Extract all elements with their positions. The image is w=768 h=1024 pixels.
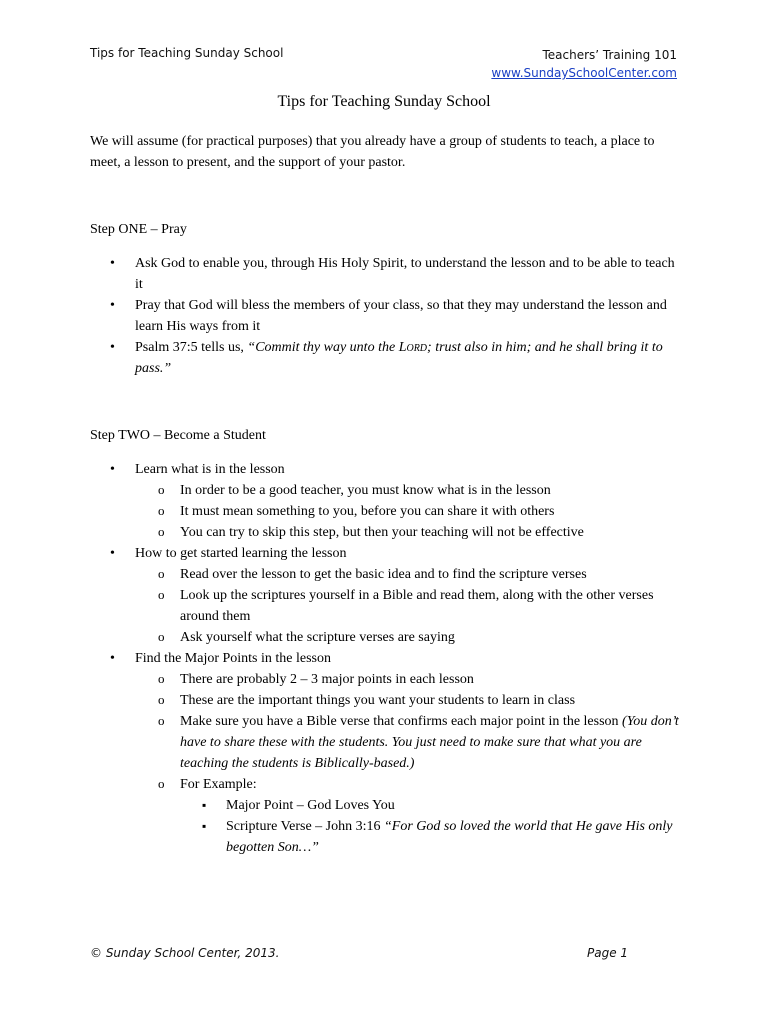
example-verse-quote: “For God so loved the world that He gave His only begotten Son…” bbox=[226, 819, 673, 855]
sub-item: o Read over the lesson to get the basic idea and to find the scripture verses bbox=[135, 564, 680, 585]
list-item-start bbox=[90, 543, 680, 648]
verse-note: (You don’t have to share these with the students. You just need to make sure that what you are teaching the students is Biblically-based.) bbox=[180, 714, 679, 771]
example-label: For Example: bbox=[180, 777, 257, 792]
verse-sub-text: Make sure you have a Bible verse that confirms each major point in the lesson bbox=[180, 714, 619, 729]
sub-item: o Look up the scriptures yourself in a Bible and read them, along with the other verses around them bbox=[135, 585, 680, 627]
header-training-title: Teachers’ Training 101 bbox=[542, 48, 677, 62]
list-item: • Ask God to enable you, through His Holy Spirit, to understand the lesson and to be able to teach it bbox=[90, 253, 680, 295]
list-item-major bbox=[90, 648, 680, 858]
example-verse-prefix: Scripture Verse – John 3:16 bbox=[226, 819, 384, 834]
sub-item: o In order to be a good teacher, you must know what is in the lesson bbox=[135, 480, 680, 501]
example-sublist bbox=[180, 795, 680, 858]
list-item: • Pray that God will bless the members of your class, so that they may understand the lesson and learn His ways from it bbox=[90, 295, 680, 337]
psalm-lord: Lord bbox=[398, 340, 428, 355]
learn-sublist bbox=[135, 480, 680, 543]
step-two-heading: Step TWO – Become a Student bbox=[90, 428, 266, 443]
list-item-learn bbox=[90, 459, 680, 543]
website-link[interactable]: www.SundaySchoolCenter.com bbox=[491, 66, 677, 80]
example-item-verse bbox=[180, 816, 680, 858]
learn-label: Learn what is in the lesson bbox=[135, 462, 285, 477]
list-item-psalm bbox=[90, 337, 680, 379]
sub-item-verse bbox=[135, 711, 680, 774]
intro-paragraph: We will assume (for practical purposes) that you already have a group of students to teach, a place to meet, a lesson to present, and the support of your pastor. bbox=[90, 134, 655, 170]
sub-item: o Ask yourself what the scripture verses are saying bbox=[135, 627, 680, 648]
sub-item-example bbox=[135, 774, 680, 858]
major-label: Find the Major Points in the lesson bbox=[135, 651, 331, 666]
start-label: How to get started learning the lesson bbox=[135, 546, 347, 561]
step-one-heading: Step ONE – Pray bbox=[90, 222, 187, 237]
step-one-list bbox=[90, 253, 680, 379]
step-two-list bbox=[90, 459, 680, 858]
sub-item: o There are probably 2 – 3 major points in each lesson bbox=[135, 669, 680, 690]
footer-copyright: © Sunday School Center, 2013. bbox=[90, 946, 280, 960]
sub-item: o These are the important things you want your students to learn in class bbox=[135, 690, 680, 711]
start-sublist bbox=[135, 564, 680, 648]
example-item: ▪ Major Point – God Loves You bbox=[180, 795, 680, 816]
header-right bbox=[491, 46, 677, 82]
sub-item: o You can try to skip this step, but then your teaching will not be effective bbox=[135, 522, 680, 543]
psalm-prefix: Psalm 37:5 tells us, bbox=[135, 340, 248, 355]
page-title: Tips for Teaching Sunday School bbox=[277, 93, 491, 110]
psalm-quote-end: ; trust also in him; and he shall bring it to pass.” bbox=[135, 340, 663, 376]
footer-page-number: Page 1 bbox=[587, 946, 629, 960]
header-left: Tips for Teaching Sunday School bbox=[90, 46, 284, 60]
major-sublist bbox=[135, 669, 680, 858]
psalm-quote-start: “Commit thy way unto the bbox=[247, 340, 399, 355]
sub-item: o It must mean something to you, before you can share it with others bbox=[135, 501, 680, 522]
